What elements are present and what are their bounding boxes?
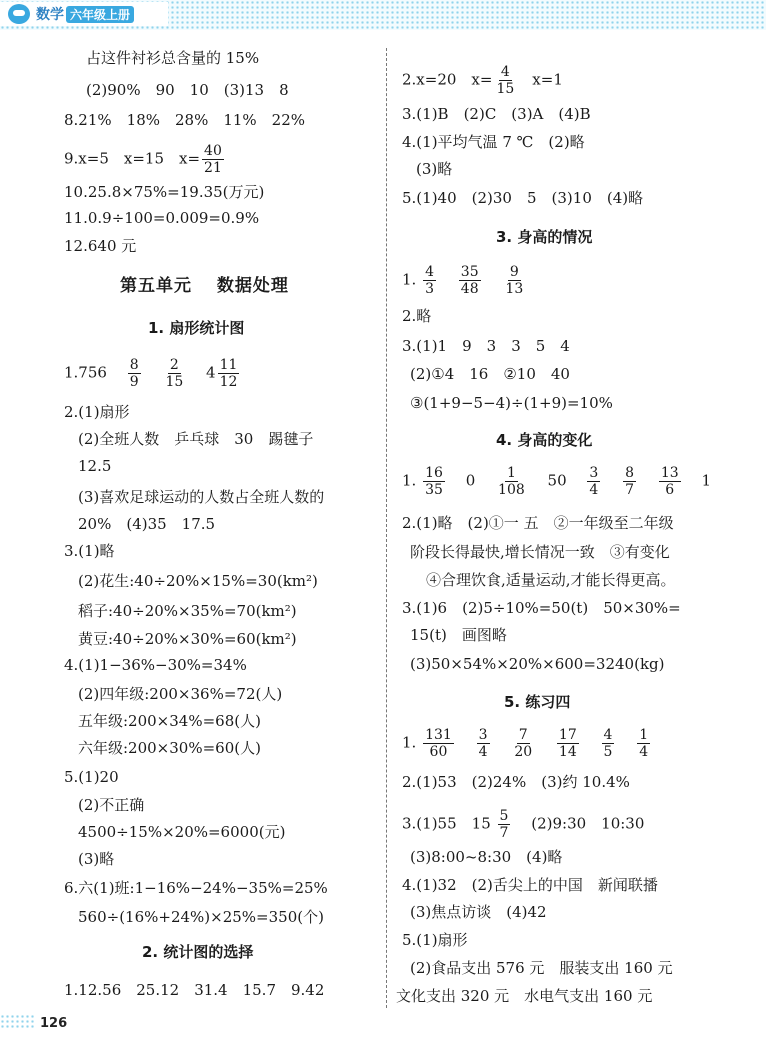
fraction: $\frac{3}{4}$: [478, 727, 488, 760]
answer-line: 3.(1)1 9 3 3 5 4: [402, 337, 570, 355]
fraction: $\frac{1}{4}$: [639, 727, 649, 760]
answer-line: 11.0.9÷100=0.009=0.9%: [64, 209, 260, 227]
answer-line: (3)喜欢足球运动的人数占全班人数的: [78, 488, 325, 506]
column-divider: [386, 48, 387, 1008]
answer-line: (2)全班人数 乒乓球 30 踢毽子: [78, 430, 314, 448]
answer-line: 1.12.56 25.12 31.4 15.7 9.42: [64, 981, 325, 999]
fraction: $\frac{131}{60}$: [425, 727, 452, 760]
answer-line: 5.(1)扇形: [402, 931, 468, 949]
answer-line: (3)略: [416, 160, 453, 178]
answer-line: (2)①4 16 ②10 40: [410, 365, 570, 383]
answer-line: 占这件衬衫总含量的 15%: [86, 49, 260, 67]
answer-line: ④合理饮食,适量运动,才能长得更高。: [426, 571, 676, 589]
answer-line: 1. $\frac{4}{3}$ $\frac{35}{48}$ $\frac{9}{13}$: [402, 264, 524, 297]
answer-line: 4.(1)1−36%−30%=34%: [64, 656, 247, 674]
footer-band: [0, 1014, 34, 1028]
answer-line: (3)50×54%×20%×600=3240(kg): [410, 655, 665, 673]
section-title: 2. 统计图的选择: [142, 943, 254, 961]
answer-line: 15(t) 画图略: [410, 626, 507, 644]
fraction: $\frac{35}{48}$: [460, 264, 479, 297]
answer-line: 4.(1)32 (2)舌尖上的中国 新闻联播: [402, 876, 658, 894]
answer-line: (2)花生:40÷20%×15%=30(km²): [78, 572, 318, 590]
answer-line: 1. $\frac{16}{35}$ 0 $\frac{1}{108}$ 50 $\frac{3}{4}$ $\frac{8}{7}$ $\frac{13}{6}$ 1: [402, 465, 711, 498]
fraction: $\frac{3}{4}$: [589, 465, 599, 498]
fraction: $\frac{1}{108}$: [498, 465, 525, 498]
answer-line: (3)焦点访谈 (4)42: [410, 903, 547, 921]
answer-line: ③(1+9−5−4)÷(1+9)=10%: [410, 394, 613, 412]
header-title: [0, 2, 168, 26]
mascot-icon: [8, 4, 30, 24]
answer-line: 3.(1)6 (2)5÷10%=50(t) 50×30%=: [402, 599, 681, 617]
fraction: $\frac{8}{9}$: [129, 357, 139, 390]
answer-line: 4500÷15%×20%=6000(元): [78, 823, 286, 841]
answer-line: 六年级:200×30%=60(人): [78, 739, 261, 757]
answer-line: 9.x=5 x=15 x= $\frac{40}{21}$: [64, 143, 222, 176]
answer-line: 3.(1)55 15 $\frac{5}{7}$ (2)9:30 10:30: [402, 808, 645, 841]
fraction: $\frac{4}{5}$: [603, 727, 613, 760]
fraction: $\frac{9}{13}$: [505, 264, 524, 297]
answer-line: 560÷(16%+24%)×25%=350(个): [78, 908, 324, 926]
answer-line: 2.(1)53 (2)24% (3)约 10.4%: [402, 773, 630, 791]
header-band: [0, 0, 766, 30]
answer-line: 3.(1)略: [64, 542, 115, 560]
answer-line: 6.六(1)班:1−16%−24%−35%=25%: [64, 879, 328, 897]
answer-line: 3.(1)B (2)C (3)A (4)B: [402, 105, 591, 123]
section-title: 3. 身高的情况: [496, 228, 593, 246]
answer-line: (3)8:00~8:30 (4)略: [410, 848, 563, 866]
answer-line: 阶段长得最快,增长情况一致 ③有变化: [410, 543, 670, 561]
answer-line: 4.(1)平均气温 7 ℃ (2)略: [402, 133, 585, 151]
answer-line: 1.756 $\frac{8}{9}$ $\frac{2}{15}$ 4 $\frac{11}{12}$: [64, 357, 238, 390]
fraction: $\frac{8}{7}$: [625, 465, 635, 498]
answer-line: 8.21% 18% 28% 11% 22%: [64, 111, 306, 129]
page-number: 126: [40, 1016, 68, 1031]
answer-line: 黄豆:40÷20%×30%=60(km²): [78, 630, 297, 648]
fraction: $\frac{17}{14}$: [558, 727, 577, 760]
answer-line: (2)四年级:200×36%=72(人): [78, 685, 283, 703]
answer-line: 2.(1)扇形: [64, 403, 130, 421]
answer-line: 稻子:40÷20%×35%=70(km²): [78, 602, 297, 620]
answer-line: 2.(1)略 (2)①一 五 ②一年级至二年级: [402, 514, 674, 532]
answer-line: (2)不正确: [78, 796, 145, 814]
answer-line: (2)食品支出 576 元 服装支出 160 元: [410, 959, 673, 977]
answer-line: 12.640 元: [64, 237, 137, 255]
fraction: $\frac{7}{20}$: [514, 727, 533, 760]
answer-line: 20% (4)35 17.5: [78, 515, 216, 533]
answer-line: (2)90% 90 10 (3)13 8: [86, 81, 289, 99]
answer-line: 5.(1)20: [64, 768, 119, 786]
answer-line: 2.x=20 x= $\frac{4}{15}$ x=1: [402, 64, 563, 97]
answer-line: (3)略: [78, 850, 115, 868]
answer-line: 5.(1)40 (2)30 5 (3)10 (4)略: [402, 189, 644, 207]
answer-line: 文化支出 320 元 水电气支出 160 元: [396, 987, 653, 1005]
fraction: $\frac{4}{15}$: [496, 64, 515, 97]
section-title: 4. 身高的变化: [496, 431, 593, 449]
section-title: 1. 扇形统计图: [148, 319, 245, 337]
answer-line: 2.略: [402, 307, 432, 325]
header-grade: 六年级上册: [66, 6, 134, 23]
section-title: 5. 练习四: [504, 693, 571, 711]
fraction: $\frac{4}{3}$: [425, 264, 435, 297]
answer-line: 五年级:200×34%=68(人): [78, 712, 261, 730]
answer-line: 1. $\frac{131}{60}$ $\frac{3}{4}$ $\frac{7}{20}$ $\frac{17}{14}$ $\frac{4}{5}$ $\frac{1}{4}$: [402, 727, 649, 760]
header-subject: 数学: [36, 7, 64, 23]
fraction: $\frac{2}{15}$: [165, 357, 184, 390]
fraction: $\frac{40}{21}$: [204, 143, 222, 176]
unit-title: 第五单元 数据处理: [120, 276, 289, 296]
fraction: $\frac{11}{12}$: [219, 357, 238, 390]
fraction: $\frac{13}{6}$: [660, 465, 679, 498]
answer-line: 10.25.8×75%=19.35(万元): [64, 183, 265, 201]
fraction: $\frac{16}{35}$: [425, 465, 443, 498]
answer-line: 12.5: [78, 457, 112, 475]
fraction: $\frac{5}{7}$: [499, 808, 509, 841]
